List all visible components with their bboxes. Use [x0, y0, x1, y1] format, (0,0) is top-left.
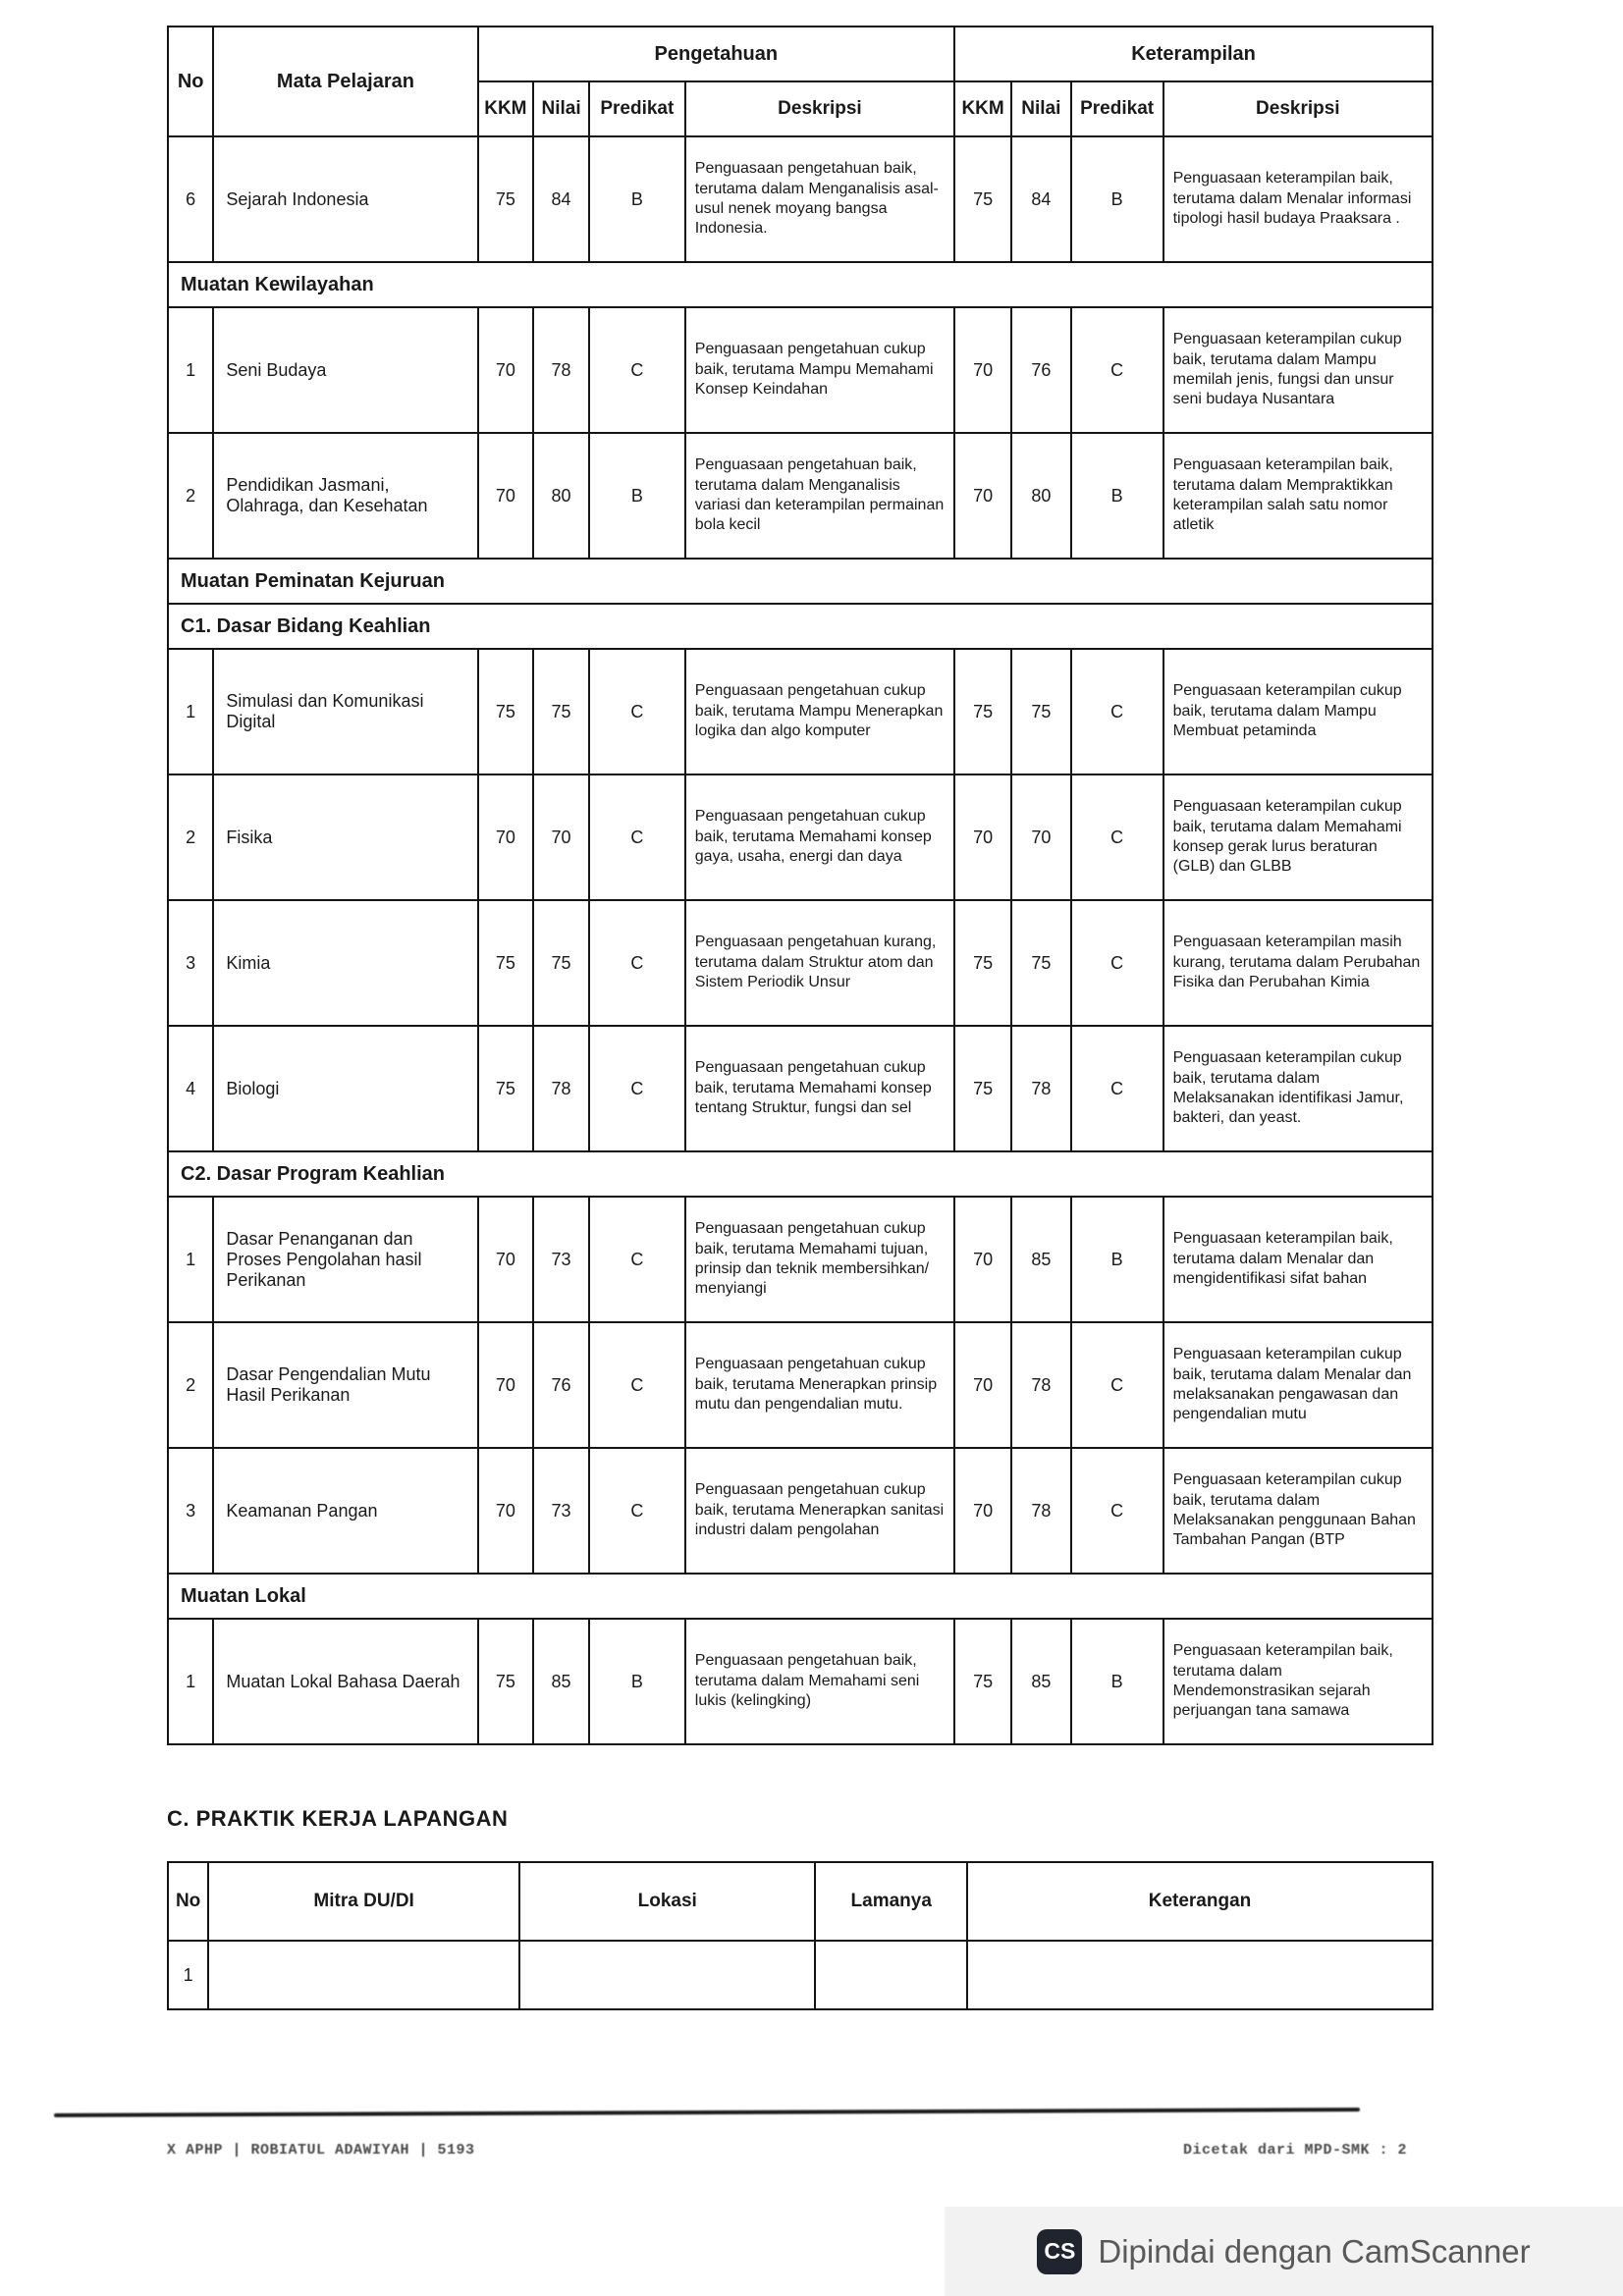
subject-name: Keamanan Pangan	[213, 1448, 477, 1574]
subject-row	[168, 1322, 1433, 1448]
grades-table-header	[168, 27, 1433, 136]
camscanner-watermark	[945, 2207, 1623, 2296]
keterampilan-predikat: C	[1071, 1448, 1163, 1574]
pengetahuan-nilai: 84	[533, 136, 589, 262]
subject-name: Dasar Pengendalian Mutu Hasil Perikanan	[213, 1322, 477, 1448]
pkl-table	[167, 1861, 1434, 2010]
section-label: C1. Dasar Bidang Keahlian	[168, 604, 1433, 649]
keterampilan-deskripsi: Penguasaan keterampilan baik, terutama dalam Menalar informasi tipologi hasil budaya Praaksara .	[1163, 136, 1433, 262]
pkl-col-no: No	[168, 1862, 208, 1941]
pengetahuan-predikat: C	[589, 900, 685, 1026]
subject-row	[168, 1448, 1433, 1574]
pkl-lamanya	[815, 1941, 967, 2009]
pengetahuan-predikat: B	[589, 1619, 685, 1744]
pengetahuan-kkm: 70	[478, 1322, 534, 1448]
row-number: 2	[168, 433, 213, 559]
pengetahuan-deskripsi: Penguasaan pengetahuan cukup baik, terutama Memahami konsep tentang Struktur, fungsi dan sel	[685, 1026, 954, 1151]
col-header-no: No	[168, 27, 213, 136]
section-row	[168, 1574, 1433, 1619]
pengetahuan-predikat: C	[589, 307, 685, 433]
pkl-no: 1	[168, 1941, 208, 2009]
pengetahuan-nilai: 70	[533, 774, 589, 900]
pengetahuan-predikat: C	[589, 1322, 685, 1448]
keterampilan-deskripsi: Penguasaan keterampilan cukup baik, terutama dalam Mampu Membuat petaminda	[1163, 649, 1433, 774]
pengetahuan-kkm: 70	[478, 433, 534, 559]
keterampilan-predikat: C	[1071, 649, 1163, 774]
scan-line-artifact	[54, 2108, 1360, 2117]
subject-row	[168, 1026, 1433, 1151]
keterampilan-nilai: 78	[1011, 1026, 1071, 1151]
subject-row	[168, 307, 1433, 433]
keterampilan-predikat: C	[1071, 774, 1163, 900]
keterampilan-deskripsi: Penguasaan keterampilan cukup baik, terutama dalam Menalar dan melaksanakan pengawasan dan pengendalian mutu	[1163, 1322, 1433, 1448]
subject-name: Simulasi dan Komunikasi Digital	[213, 649, 477, 774]
keterampilan-nilai: 78	[1011, 1448, 1071, 1574]
row-number: 3	[168, 1448, 213, 1574]
col-header-nilai: Nilai	[1011, 81, 1071, 136]
subject-row	[168, 1619, 1433, 1744]
subject-name: Biologi	[213, 1026, 477, 1151]
keterampilan-nilai: 84	[1011, 136, 1071, 262]
section-row	[168, 262, 1433, 307]
keterampilan-kkm: 75	[954, 136, 1011, 262]
keterampilan-nilai: 80	[1011, 433, 1071, 559]
pengetahuan-nilai: 76	[533, 1322, 589, 1448]
section-label: Muatan Lokal	[168, 1574, 1433, 1619]
pengetahuan-kkm: 75	[478, 1026, 534, 1151]
subject-row	[168, 900, 1433, 1026]
section-row	[168, 559, 1433, 604]
section-label: Muatan Kewilayahan	[168, 262, 1433, 307]
pkl-lokasi	[519, 1941, 815, 2009]
row-number: 2	[168, 774, 213, 900]
subject-row	[168, 1197, 1433, 1322]
subject-name: Fisika	[213, 774, 477, 900]
section-row	[168, 604, 1433, 649]
footer-student-info: X APHP | ROBIATUL ADAWIYAH | 5193	[167, 2142, 475, 2159]
group-header-keterampilan: Keterampilan	[954, 27, 1433, 81]
pengetahuan-kkm: 70	[478, 774, 534, 900]
subject-name: Seni Budaya	[213, 307, 477, 433]
pengetahuan-nilai: 78	[533, 307, 589, 433]
keterampilan-predikat: C	[1071, 307, 1163, 433]
keterampilan-deskripsi: Penguasaan keterampilan cukup baik, terutama dalam Mampu memilah jenis, fungsi dan unsur seni budaya Nusantara	[1163, 307, 1433, 433]
section-label: C2. Dasar Program Keahlian	[168, 1151, 1433, 1197]
keterampilan-deskripsi: Penguasaan keterampilan masih kurang, terutama dalam Perubahan Fisika dan Perubahan Kimia	[1163, 900, 1433, 1026]
keterampilan-deskripsi: Penguasaan keterampilan cukup baik, terutama dalam Melaksanakan identifikasi Jamur, bakteri, dan yeast.	[1163, 1026, 1433, 1151]
subject-name: Dasar Penanganan dan Proses Pengolahan hasil Perikanan	[213, 1197, 477, 1322]
pengetahuan-deskripsi: Penguasaan pengetahuan baik, terutama dalam Menganalisis asal-usul nenek moyang bangsa Indonesia.	[685, 136, 954, 262]
keterampilan-nilai: 75	[1011, 900, 1071, 1026]
section-row	[168, 1151, 1433, 1197]
row-number: 4	[168, 1026, 213, 1151]
pengetahuan-kkm: 75	[478, 1619, 534, 1744]
subject-name: Kimia	[213, 900, 477, 1026]
col-header-kkm: KKM	[954, 81, 1011, 136]
row-number: 1	[168, 1619, 213, 1744]
subject-name: Pendidikan Jasmani, Olahraga, dan Kesehatan	[213, 433, 477, 559]
pengetahuan-kkm: 75	[478, 900, 534, 1026]
keterampilan-kkm: 70	[954, 1197, 1011, 1322]
col-header-predikat: Predikat	[1071, 81, 1163, 136]
pengetahuan-kkm: 75	[478, 136, 534, 262]
footer-print-info: Dicetak dari MPD-SMK : 2	[1182, 2142, 1407, 2159]
pengetahuan-deskripsi: Penguasaan pengetahuan cukup baik, terutama Menerapkan sanitasi industri dalam pengolahan	[685, 1448, 954, 1574]
keterampilan-nilai: 70	[1011, 774, 1071, 900]
pengetahuan-deskripsi: Penguasaan pengetahuan baik, terutama dalam Menganalisis variasi dan keterampilan permainan bola kecil	[685, 433, 954, 559]
pkl-row	[168, 1941, 1433, 2009]
col-header-mata-pelajaran: Mata Pelajaran	[213, 27, 477, 136]
keterampilan-kkm: 75	[954, 649, 1011, 774]
group-header-pengetahuan: Pengetahuan	[478, 27, 955, 81]
row-number: 6	[168, 136, 213, 262]
pengetahuan-nilai: 78	[533, 1026, 589, 1151]
pengetahuan-deskripsi: Penguasaan pengetahuan cukup baik, terutama Memahami konsep gaya, usaha, energi dan daya	[685, 774, 954, 900]
row-number: 1	[168, 649, 213, 774]
pkl-mitra	[208, 1941, 519, 2009]
col-header-predikat: Predikat	[589, 81, 685, 136]
keterampilan-nilai: 85	[1011, 1619, 1071, 1744]
pkl-section-title: C. PRAKTIK KERJA LAPANGAN	[167, 1806, 509, 1831]
pengetahuan-predikat: C	[589, 774, 685, 900]
camscanner-icon	[1037, 2229, 1082, 2274]
col-header-nilai: Nilai	[533, 81, 589, 136]
keterampilan-deskripsi: Penguasaan keterampilan baik, terutama dalam Mendemonstrasikan sejarah perjuangan tana samawa	[1163, 1619, 1433, 1744]
camscanner-icon-text: CS	[1044, 2238, 1076, 2264]
pengetahuan-kkm: 70	[478, 307, 534, 433]
row-number: 3	[168, 900, 213, 1026]
subject-row	[168, 774, 1433, 900]
pengetahuan-nilai: 75	[533, 649, 589, 774]
pkl-col-lamanya: Lamanya	[815, 1862, 967, 1941]
keterampilan-deskripsi: Penguasaan keterampilan cukup baik, terutama dalam Memahami konsep gerak lurus beraturan (GLB) dan GLBB	[1163, 774, 1433, 900]
pengetahuan-deskripsi: Penguasaan pengetahuan cukup baik, terutama Mampu Menerapkan logika dan algo komputer	[685, 649, 954, 774]
pkl-col-mitra: Mitra DU/DI	[208, 1862, 519, 1941]
keterampilan-kkm: 70	[954, 1322, 1011, 1448]
pengetahuan-predikat: B	[589, 433, 685, 559]
pengetahuan-nilai: 85	[533, 1619, 589, 1744]
keterampilan-kkm: 70	[954, 1448, 1011, 1574]
pengetahuan-nilai: 73	[533, 1448, 589, 1574]
camscanner-label: Dipindai dengan CamScanner	[1098, 2232, 1531, 2269]
keterampilan-deskripsi: Penguasaan keterampilan cukup baik, terutama dalam Melaksanakan penggunaan Bahan Tambahan Pangan (BTP	[1163, 1448, 1433, 1574]
subject-name: Sejarah Indonesia	[213, 136, 477, 262]
keterampilan-predikat: B	[1071, 433, 1163, 559]
keterampilan-predikat: C	[1071, 1322, 1163, 1448]
pengetahuan-deskripsi: Penguasaan pengetahuan baik, terutama dalam Memahami seni lukis (kelingking)	[685, 1619, 954, 1744]
section-label: Muatan Peminatan Kejuruan	[168, 559, 1433, 604]
keterampilan-predikat: C	[1071, 1026, 1163, 1151]
pengetahuan-kkm: 75	[478, 649, 534, 774]
pengetahuan-deskripsi: Penguasaan pengetahuan cukup baik, terutama Memahami tujuan, prinsip dan teknik membersihkan/ menyiangi	[685, 1197, 954, 1322]
pengetahuan-nilai: 73	[533, 1197, 589, 1322]
pengetahuan-predikat: C	[589, 1026, 685, 1151]
row-number: 2	[168, 1322, 213, 1448]
col-header-kkm: KKM	[478, 81, 534, 136]
pengetahuan-deskripsi: Penguasaan pengetahuan cukup baik, terutama Mampu Memahami Konsep Keindahan	[685, 307, 954, 433]
pkl-col-keterangan: Keterangan	[967, 1862, 1433, 1941]
keterampilan-nilai: 76	[1011, 307, 1071, 433]
keterampilan-kkm: 75	[954, 1619, 1011, 1744]
keterampilan-predikat: C	[1071, 900, 1163, 1026]
main-table-body	[168, 136, 1433, 1744]
pengetahuan-nilai: 80	[533, 433, 589, 559]
pengetahuan-kkm: 70	[478, 1448, 534, 1574]
keterampilan-predikat: B	[1071, 1197, 1163, 1322]
pkl-col-lokasi: Lokasi	[519, 1862, 815, 1941]
col-header-deskripsi: Deskripsi	[1163, 81, 1433, 136]
pengetahuan-kkm: 70	[478, 1197, 534, 1322]
keterampilan-kkm: 70	[954, 774, 1011, 900]
pengetahuan-predikat: C	[589, 1197, 685, 1322]
keterampilan-nilai: 78	[1011, 1322, 1071, 1448]
print-footer	[0, 2110, 1623, 2159]
row-number: 1	[168, 307, 213, 433]
keterampilan-kkm: 70	[954, 307, 1011, 433]
subject-name: Muatan Lokal Bahasa Daerah	[213, 1619, 477, 1744]
keterampilan-deskripsi: Penguasaan keterampilan baik, terutama dalam Mempraktikkan keterampilan salah satu nomor atletik	[1163, 433, 1433, 559]
keterampilan-deskripsi: Penguasaan keterampilan baik, terutama dalam Menalar dan mengidentifikasi sifat bahan	[1163, 1197, 1433, 1322]
keterampilan-kkm: 70	[954, 433, 1011, 559]
row-number: 1	[168, 1197, 213, 1322]
keterampilan-predikat: B	[1071, 1619, 1163, 1744]
pengetahuan-deskripsi: Penguasaan pengetahuan cukup baik, terutama Menerapkan prinsip mutu dan pengendalian mutu.	[685, 1322, 954, 1448]
subject-row	[168, 433, 1433, 559]
pkl-table-body	[168, 1941, 1433, 2009]
subject-row	[168, 649, 1433, 774]
keterampilan-predikat: B	[1071, 136, 1163, 262]
col-header-deskripsi: Deskripsi	[685, 81, 954, 136]
pengetahuan-predikat: B	[589, 136, 685, 262]
keterampilan-kkm: 75	[954, 900, 1011, 1026]
pengetahuan-nilai: 75	[533, 900, 589, 1026]
subject-row	[168, 136, 1433, 262]
pkl-keterangan	[967, 1941, 1433, 2009]
keterampilan-nilai: 85	[1011, 1197, 1071, 1322]
keterampilan-nilai: 75	[1011, 649, 1071, 774]
pengetahuan-deskripsi: Penguasaan pengetahuan kurang, terutama dalam Struktur atom dan Sistem Periodik Unsur	[685, 900, 954, 1026]
grades-table	[167, 26, 1434, 1745]
pengetahuan-predikat: C	[589, 1448, 685, 1574]
pengetahuan-predikat: C	[589, 649, 685, 774]
keterampilan-kkm: 75	[954, 1026, 1011, 1151]
